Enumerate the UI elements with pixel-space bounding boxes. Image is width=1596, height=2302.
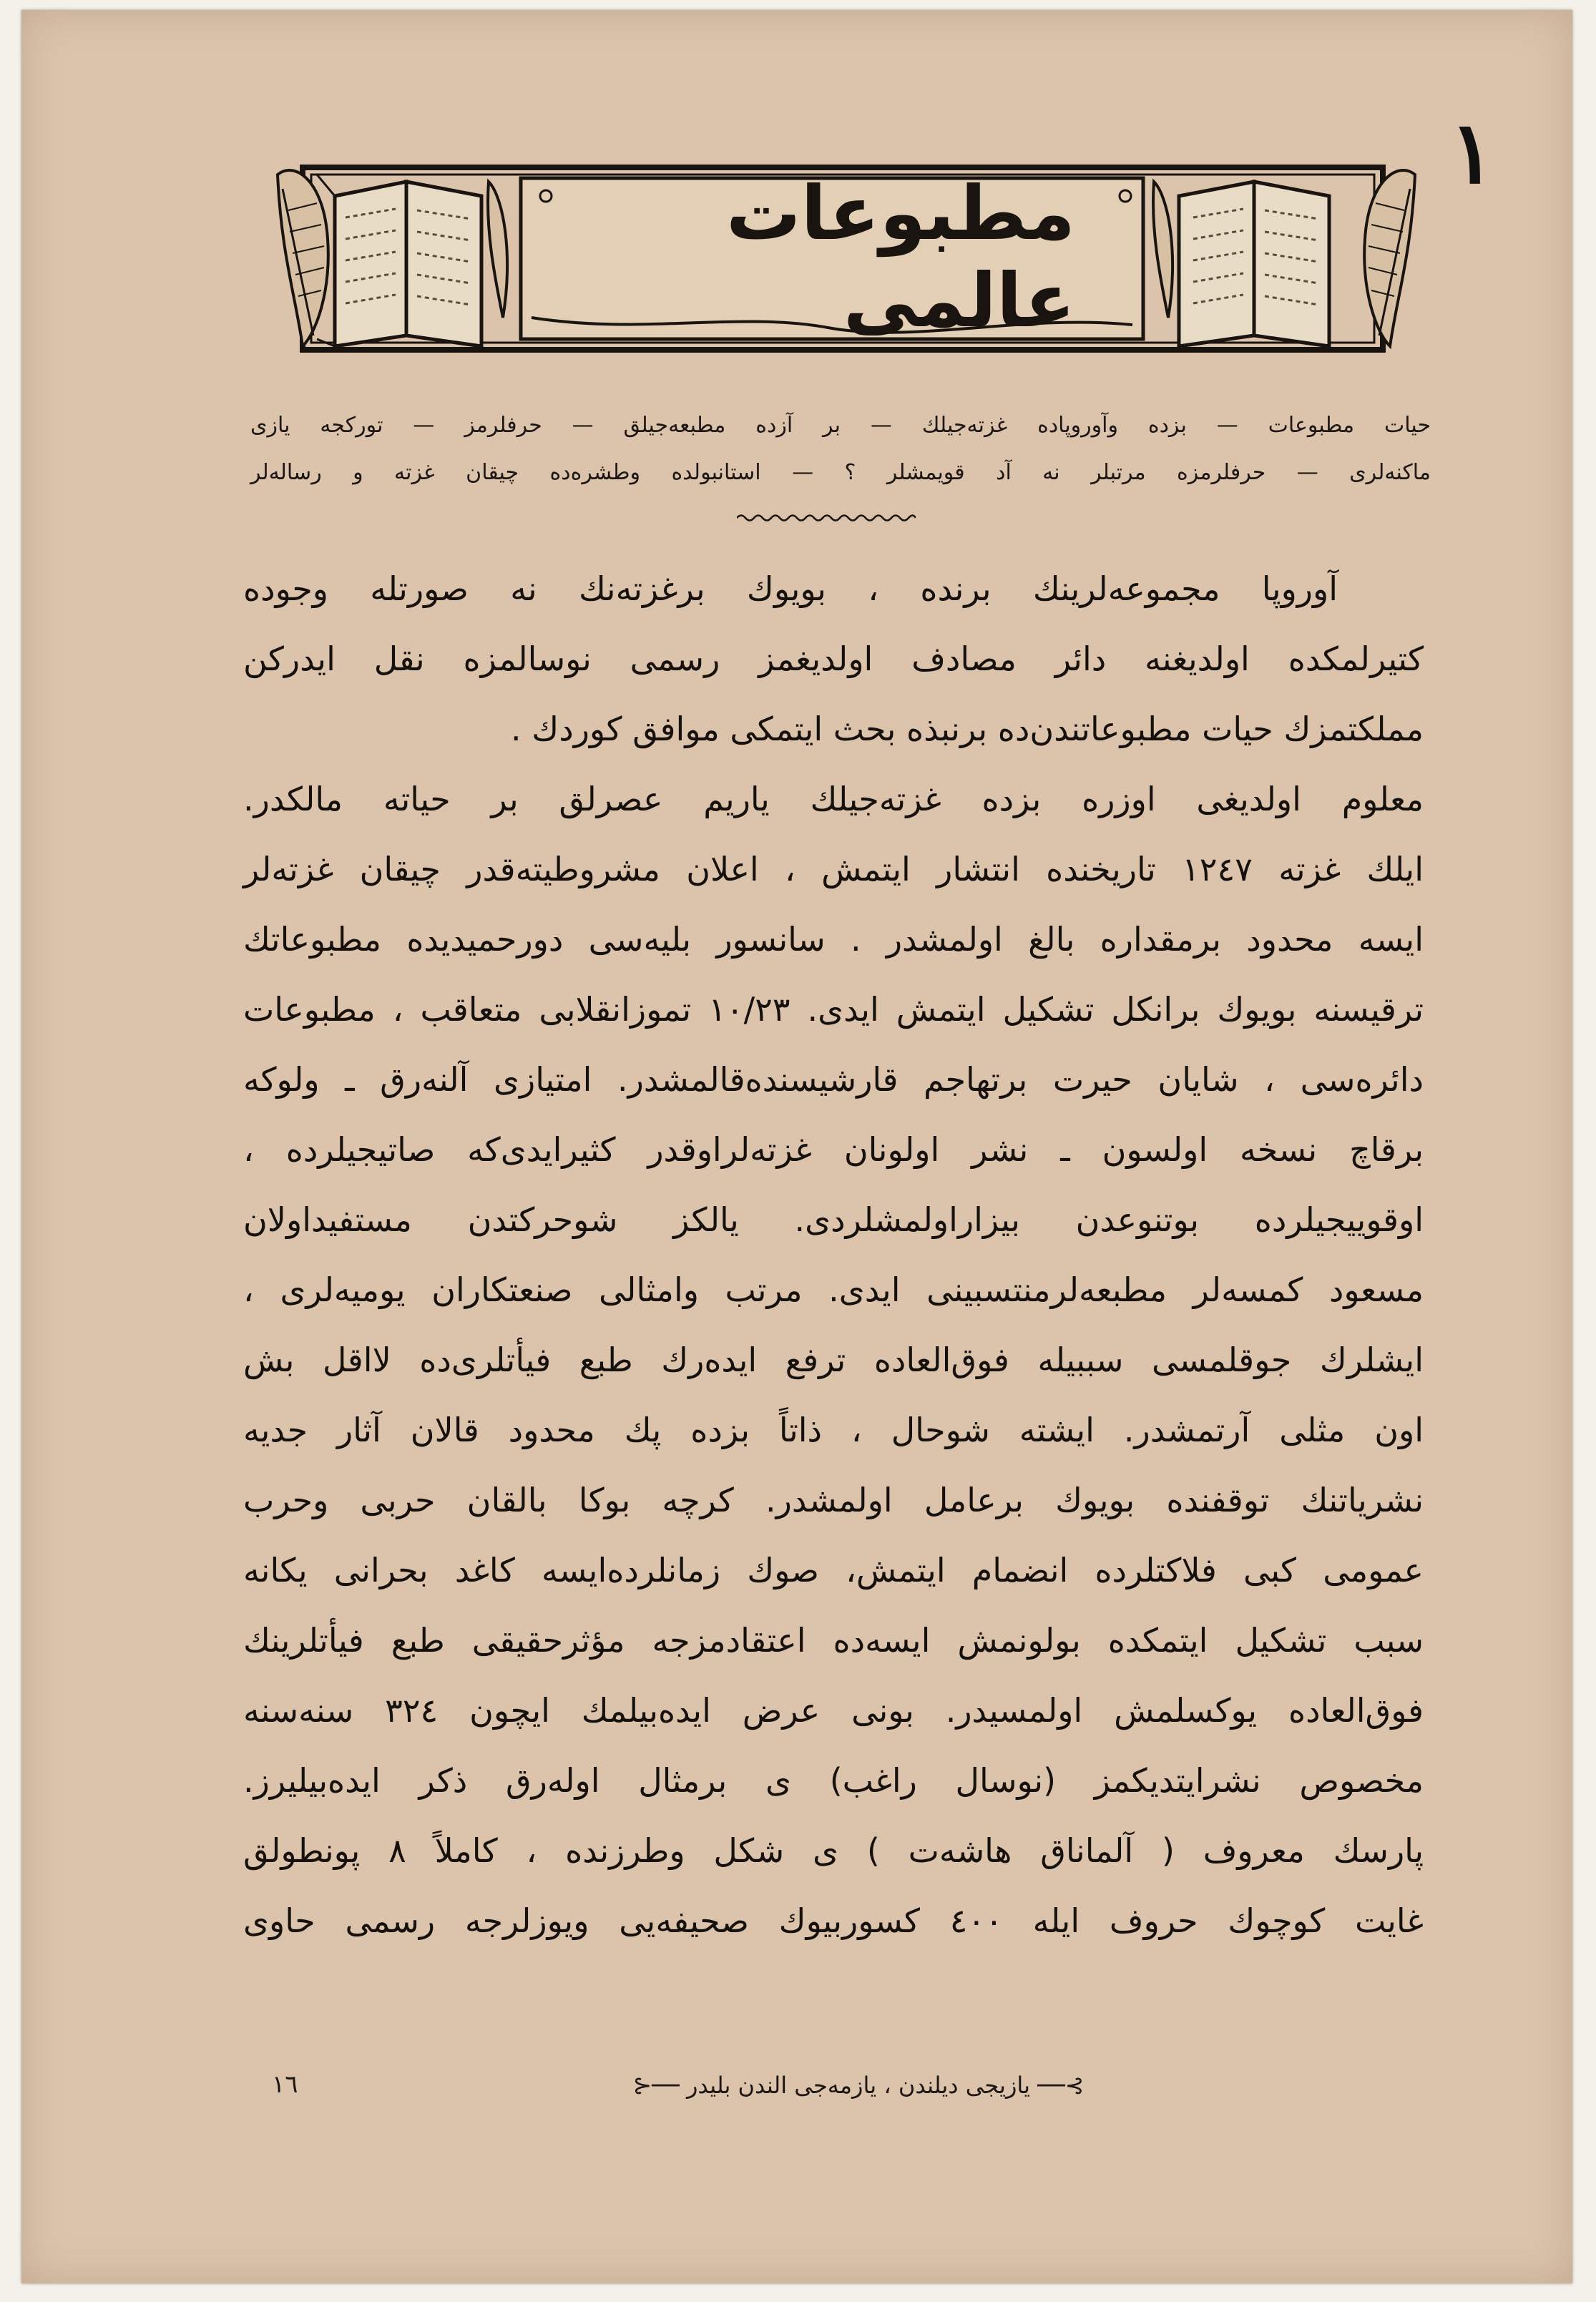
right-ornament-icon: ──⊰ bbox=[632, 2072, 680, 2099]
body-line: معلوم اولدیغی اوزره بزده غزته‌جیلك یاریم عصرلق بر حیاته مالکدر. bbox=[243, 780, 1424, 818]
contents-line: ماکنه‌لری — حرفلرمزه مرتبلر نه آد قویمشلر ؟ — استانبولده وطشره‌ده چیقان غزته و رساله‌لر bbox=[250, 460, 1431, 485]
printed-page bbox=[21, 10, 1572, 2283]
page-number: ١ bbox=[1449, 102, 1496, 203]
body-line: ایشلرك جوقلمسی سببیله فوق‌العاده ترفع ایده‌رك طبع فیأتلری‌ده لااقل بش bbox=[243, 1341, 1424, 1379]
left-ornament-icon: ⊱── bbox=[1037, 2072, 1085, 2099]
body-line: نشریاتنك توقفنده بویوك برعامل اولمشدر. کرچه بوکا بالقان حربی وحرب bbox=[243, 1481, 1424, 1519]
body-line: فوق‌العاده یوکسلمش اولمسیدر. بونی عرض ایده‌بیلمك ایچون ٣٢٤ سنه‌سنه bbox=[243, 1691, 1424, 1730]
page-footer bbox=[258, 2070, 1416, 2113]
right-book-icon bbox=[1179, 182, 1329, 346]
body-line: پارسك معروف ( آلماناق هاشه‌ت ) ی شکل وطرزنده ، کاملاً ٨ پونطولق bbox=[243, 1831, 1424, 1870]
body-line: آوروپا مجموعه‌لرینك برنده ، بویوك برغزته‌نك نه صورتله وجوده bbox=[243, 569, 1338, 608]
right-quill-small-icon bbox=[1153, 182, 1172, 318]
body-line: عمومی کبی فلاکتلرده انضمام ایتمش، صوك زمانلرده‌ایسه کاغد بحرانی یکانه bbox=[243, 1551, 1424, 1590]
left-quill-icon bbox=[278, 170, 328, 346]
left-book-icon bbox=[317, 175, 481, 346]
body-line: مخصوص نشرایتدیکمز (نوسال راغب) ی برمثال اوله‌رق ذکر ایده‌بیلیرز. bbox=[243, 1761, 1424, 1800]
right-quill-icon bbox=[1364, 170, 1415, 346]
body-line: غایت کوچوك حروف ایله ٤٠٠ کسوربیوك صحیفه‌یی ویوزلرجه رسمی حاوی bbox=[243, 1901, 1424, 1940]
article-body bbox=[243, 554, 1424, 1956]
footer-motto bbox=[501, 2072, 1216, 2099]
wavy-divider bbox=[737, 511, 916, 525]
left-quill-small-icon bbox=[488, 182, 507, 318]
masthead-title: مطبوعات عالمی bbox=[726, 170, 1075, 344]
folio-number: ١٦ bbox=[272, 2070, 298, 2099]
body-line: اوقوییجیلرده بوتنوعدن بیزاراولمشلردی. یالکز شوحرکتدن مستفیداولان bbox=[243, 1200, 1424, 1239]
body-line: دائره‌سی ، شایان حیرت برتهاجم قارشیسنده‌قالمشدر. امتیازی آلنه‌رق ـ ولوکه bbox=[243, 1060, 1424, 1099]
motto-text: یازیجی دیلندن ، یازمه‌جی الندن بلیدر bbox=[686, 2072, 1031, 2099]
body-line: ایسه محدود برمقداره بالغ اولمشدر . سانسور بلیه‌سی دورحمیدیده مطبوعاتك bbox=[243, 920, 1424, 959]
body-line: کتیرلمکده اولدیغنه دائر مصادف اولدیغمز رسمی نوسالمزه نقل ایدرکن bbox=[243, 640, 1424, 678]
body-line: اون مثلی آرتمشدر. ایشته شوحال ، ذاتاً بزده پك محدود قالان آثار جدیه bbox=[243, 1411, 1424, 1449]
body-line: سبب تشکیل ایتمکده بولونمش ایسه‌ده اعتقادمزجه مؤثرحقیقی طبع فیأتلرینك bbox=[243, 1621, 1424, 1660]
body-line: برقاچ نسخه اولسون ـ نشر اولونان غزته‌لراوقدر کثیرایدی‌که صاتیجیلرده ، bbox=[243, 1130, 1424, 1169]
body-line: ترقیسنه بویوك برانکل تشکیل ایتمش ایدی. ١٠/٢٣ تموزانقلابی متعاقب ، مطبوعات bbox=[243, 990, 1424, 1029]
contents-summary bbox=[250, 402, 1431, 496]
body-line: مسعود کمسه‌لر مطبعه‌لرمنتسبینی ایدی. مرتب وامثالی صنعتکاران یومیه‌لری ، bbox=[243, 1270, 1424, 1309]
masthead-banner bbox=[274, 153, 1419, 368]
body-line: مملکتمزك حیات مطبوعاتندن‌ده برنبذه بحث ایتمکی موافق کوردك . bbox=[511, 710, 1424, 748]
body-line: ایلك غزته ١٢٤٧ تاریخنده انتشار ایتمش ، اعلان مشروطیته‌قدر چیقان غزته‌لر bbox=[243, 850, 1424, 888]
contents-line: حیات مطبوعات — بزده وآوروپاده غزته‌جیلك — بر آزده مطبعه‌جیلق — حرفلرمز — تورکجه یازی bbox=[250, 413, 1431, 438]
